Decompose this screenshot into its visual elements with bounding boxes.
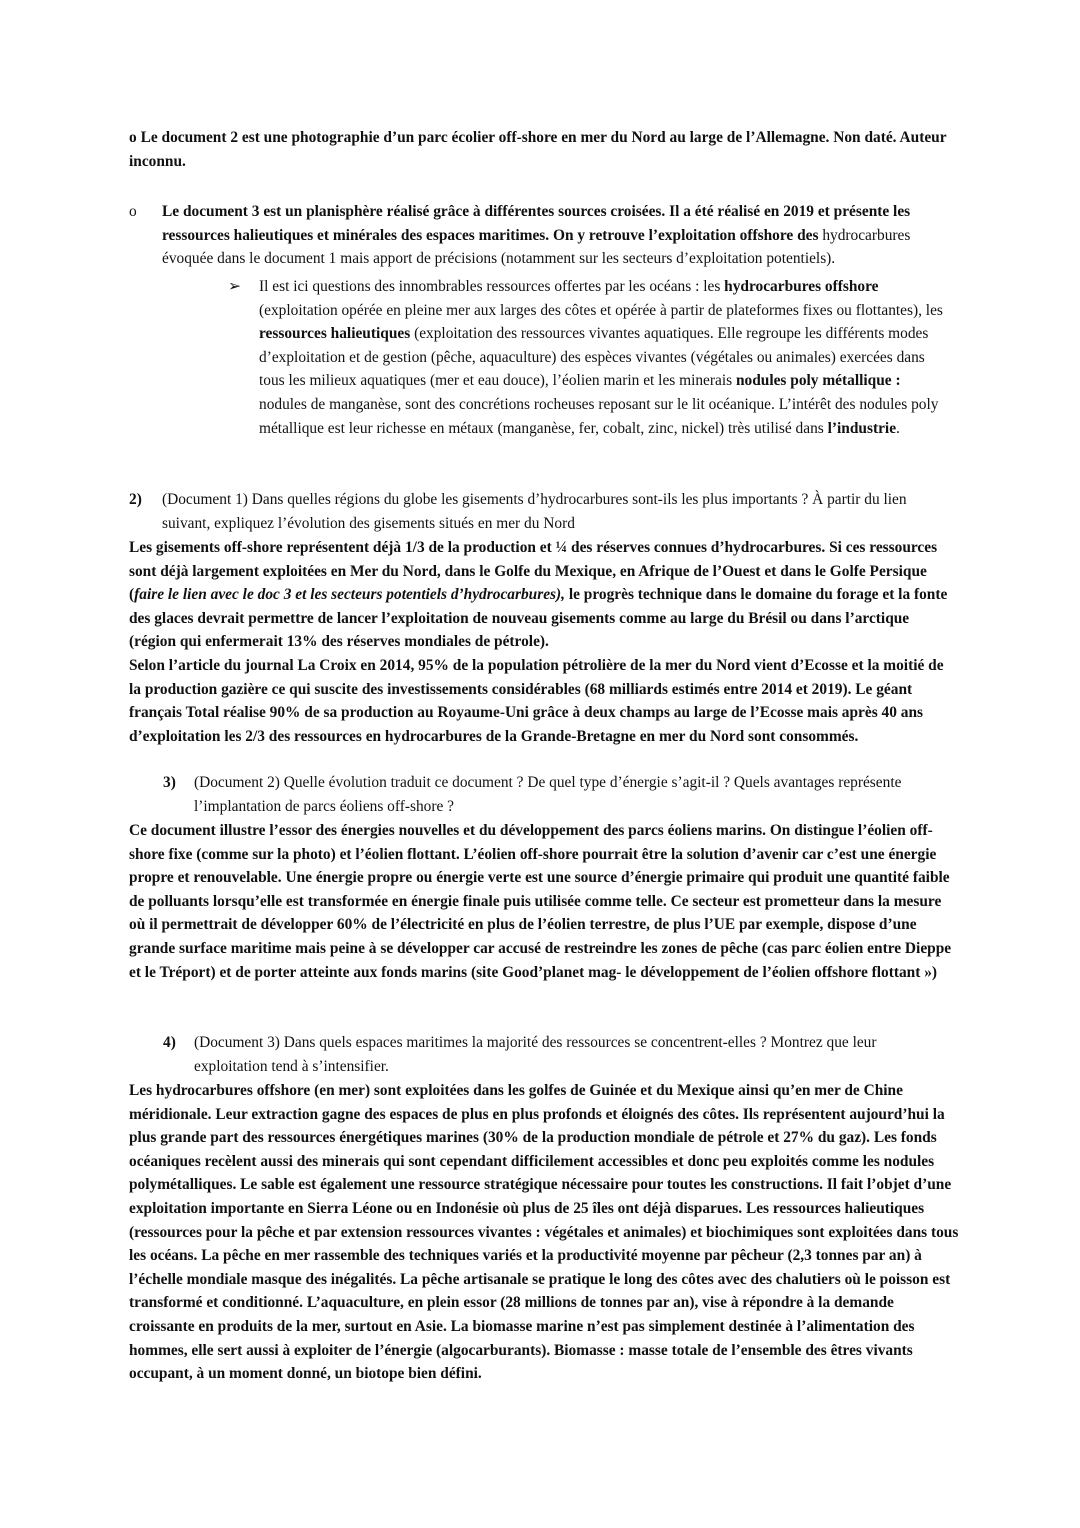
arrow-text-4: nodules de manganèse, sont des concrétions rocheuses reposant sur le lit océanique. L’intérêt des nodules poly métallique est leur richesse en métaux (manganèse, fer, cobalt, zinc, nickel) très utilisé dans bbox=[259, 395, 939, 437]
arrow-bold-4: l’industrie bbox=[827, 419, 897, 437]
arrow-text-5: . bbox=[896, 419, 900, 437]
q2-answer-1-italic: faire le lien avec le doc 3 et les secteurs potentiels d’hydrocarbures), bbox=[134, 586, 565, 604]
doc2-bullet: o bbox=[129, 129, 137, 146]
q4-answer: Les hydrocarbures offshore (en mer) sont exploitées dans les golfes de Guinée et du Mexique ainsi qu’en mer de Chine méridionale. Leur extraction gagne des espaces de plus en plus profonds et éloignés des côtes. Ils représentent aujourd’hui la plus grande part des ressources énergétiques marines (30% de la production mondiale de pétrole et 27% du gaz). Les fonds océaniques recèlent aussi des minerais qui sont cependant difficilement accessibles et donc peu exploités comme les nodules polymétalliques. Le sable est également une ressource stratégique nécessaire pour toutes les constructions. Il fait l’objet d’une exploitation importante en Sierra Léone ou en Indonésie où plus de 25 îles ont déjà disparues. Les ressources halieutiques (ressources pour la pêche et par extension ressources vivantes : végétales et animales) et biochimiques sont exploitées dans tous les océans. La pêche en mer rassemble des techniques variés et la productivité moyenne par pêcheur (2,3 tonnes par an) à l’échelle mondiale masque des inégalités. La pêche artisanale se pratique le long des côtes avec des chalutiers où le poisson est transformé et conditionné. L’aquaculture, en plein essor (28 millions de tonnes par an), vise à répondre à la demande croissante en produits de la mer, surtout en Asie. La biomasse marine n’est pas simplement destinée à l’alimentation des hommes, elle sert aussi à exploiter de l’énergie (algocarburants). Biomasse : masse totale de l’ensemble des êtres vivants occupant, à un moment donné, un biotope bien défini. bbox=[129, 1082, 959, 1383]
arrow-text-3: (exploitation des ressources vivantes aquatiques. Elle regroupe les différents modes d’exploitation et de gestion (pêche, aquaculture) des espèces vivantes (végétales ou animales) exercées dans tous les milieux aquatiques (mer et eau douce), l’éolien marin et les minerais bbox=[259, 325, 929, 390]
q3-question: (Document 2) Quelle évolution traduit ce document ? De quel type d’énergie s’agit-il ? Quels avantages représente l’implantation de parcs éoliens off-shore ? bbox=[194, 774, 902, 815]
q4-question: (Document 3) Dans quels espaces maritimes la majorité des ressources se concentrent-elles ? Montrez que leur exploitation tend à s’intensifier. bbox=[194, 1034, 877, 1075]
doc3-bold-text: Le document 3 est un planisphère réalisé grâce à différentes sources croisées. Il a été réalisé en 2019 et présente les ressources halieutiques et minérales des espaces maritimes. On y retrouve l’exploitation offshore des bbox=[162, 203, 911, 244]
q2-answer-1 bbox=[129, 536, 959, 654]
q3-number: 3) bbox=[163, 774, 176, 791]
arrow-bullet-icon: ➢ bbox=[228, 278, 241, 295]
arrow-paragraph bbox=[259, 275, 945, 440]
q2-number: 2) bbox=[129, 491, 142, 508]
q3-answer: Ce document illustre l’essor des énergies nouvelles et du développement des parcs éoliens marins. On distingue l’éolien off-shore fixe (comme sur la photo) et l’éolien flottant. L’éolien off-shore pourrait être la solution d’avenir car c’est une énergie propre et renouvelable. Une énergie propre ou énergie verte est une source d’énergie primaire qui produit une quantité faible de polluants lorsqu’elle est transformée en énergie finale puis utilisée comme telle. Ce secteur est prometteur dans la mesure où il permettrait de développer 60% de l’électricité en plus de l’éolien terrestre, de plus l’UE par exemple, dispose d’une grande surface maritime mais peine à se développer car accusé de restreindre les zones de pêche (cas parc éolien entre Dieppe et le Tréport) et de porter atteinte aux fonds marins (site Good’planet mag- le développement de l’éolien offshore flottant ») bbox=[129, 822, 952, 981]
doc3-rest-text: hydrocarbures évoquée dans le document 1 mais apport de précisions (notamment sur les secteurs d’exploitation potentiels). bbox=[162, 226, 911, 268]
arrow-text-1: Il est ici questions des innombrables ressources offertes par les océans : les bbox=[259, 278, 725, 295]
q4-number: 4) bbox=[163, 1034, 176, 1051]
arrow-bold-3: nodules poly métallique : bbox=[735, 372, 901, 390]
doc3-paragraph bbox=[162, 200, 944, 271]
doc3-bullet: o bbox=[129, 203, 137, 220]
doc2-text: Le document 2 est une photographie d’un parc écolier off-shore en mer du Nord au large de l’Allemagne. Non daté. Auteur inconnu. bbox=[129, 129, 947, 170]
arrow-bold-2: ressources halieutiques bbox=[259, 325, 411, 343]
q2-answer-1-text: Les gisements off-shore représentent déjà 1/3 de la production et ¼ des réserves connues d’hydrocarbures. Si ces ressources sont déjà largement exploitées en Mer du Nord, dans le Golfe du Mexique, en Afrique de l’Ouest et dans le Golfe Persique ( bbox=[129, 539, 938, 604]
arrow-bold-1: hydrocarbures offshore bbox=[724, 278, 879, 295]
doc2-paragraph bbox=[129, 126, 959, 173]
q2-question: (Document 1) Dans quelles régions du globe les gisements d’hydrocarbures sont-ils les plus importants ? À partir du lien suivant, expliquez l’évolution des gisements situés en mer du Nord bbox=[162, 491, 907, 532]
q2-answer-1-end: le progrès technique dans le domaine du forage et la fonte des glaces devrait permettre de lancer l’exploitation de nouveau gisements comme au large du Brésil ou dans l’arctique (région qui enfermerait 13% des réserves mondiales de pétrole). bbox=[129, 586, 948, 651]
arrow-text-2: (exploitation opérée en pleine mer aux larges des côtes et opérée à partir de plateformes fixes ou flottantes), les bbox=[259, 301, 943, 319]
q2-answer-2: Selon l’article du journal La Croix en 2014, 95% de la population pétrolière de la mer du Nord vient d’Ecosse et la moitié de la production gazière ce qui suscite des investissements considérables (68 milliards estimés entre 2014 et 2019). Le géant français Total réalise 90% de sa production au Royaume-Uni grâce à deux champs au large de l’Ecosse mais après 40 ans d’exploitation les 2/3 des ressources en hydrocarbures de la Grande-Bretagne en mer du Nord sont consommés. bbox=[129, 657, 944, 745]
